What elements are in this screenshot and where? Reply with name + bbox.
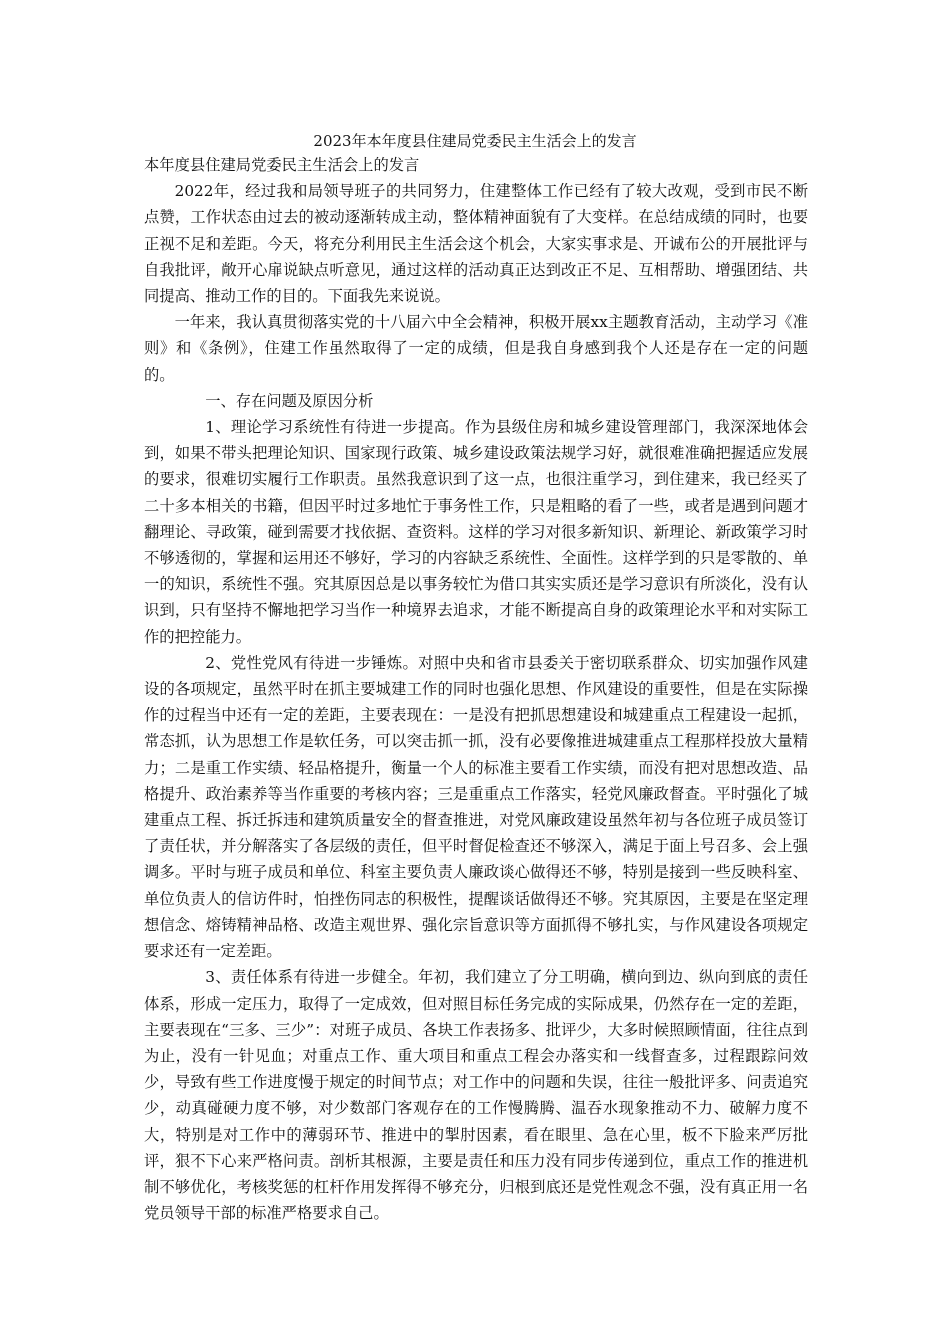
document-title: 2023年本年度县住建局党委民主生活会上的发言 [313,132,637,150]
section-heading: 一、存在问题及原因分析 [205,391,374,410]
summary-paragraph: 一年来，我认真贯彻落实党的十八届六中全会精神，积极开展xx主题教育活动，主动学习《准则》和《条例》，住建工作虽然取得了一定的成绩，但是我自身感到我个人还是存在一定的问题的。 [144,313,808,384]
intro-paragraph: 2022年，经过我和局领导班子的共同努力，住建整体工作已经有了较大改观，受到市民不断点赞，工作状态由过去的被动逐渐转成主动，整体精神面貌有了大变样。在总结成绩的同时，也要正视不足和差距。今天，将充分利用民主生活会这个机会，大家实事求是、开诚布公的开展批评与自我批评，敞开心扉说缺点听意见，通过这样的活动真正达到改正不足、互相帮助、增强团结、共同提高、推动工作的目的。下面我先来说说。 [144,182,808,306]
item-paragraph-3: 3、责任体系有待进一步健全。年初，我们建立了分工明确，横向到边、纵向到底的责任体系，形成一定压力，取得了一定成效，但对照目标任务完成的实际成果，仍然存在一定的差距，主要表现在“三多、三少”：对班子成员、各块工作表扬多、批评少，大多时候照顾情面，往往点到为止，没有一针见血；对重点工作、重大项目和重点工程会办落实和一线督查多，过程跟踪问效少，导致有些工作进度慢于规定的时间节点；对工作中的问题和失误，往往一般批评多、问责追究少，动真碰硬力度不够，对少数部门客观存在的工作慢腾腾、温吞水现象推动不力、破解力度不大，特别是对工作中的薄弱环节、推进中的掣肘因素，看在眼里、急在心里，板不下脸来严厉批评，狠不下心来严格问责。剖析其根源，主要是责任和压力没有同步传递到位，重点工作的推进机制不够优化，考核奖惩的杠杆作用发挥得不够充分，归根到底还是党性观念不强，没有真正用一名党员领导干部的标准严格要求自己。 [144,968,808,1223]
item-paragraph-2: 2、党性党风有待进一步锤炼。对照中央和省市县委关于密切联系群众、切实加强作风建设的各项规定，虽然平时在抓主要城建工作的同时也强化思想、作风建设的重要性，但是在实际操作的过程当中还有一定的差距，主要表现在：一是没有把抓思想建设和城建重点工程建设一起抓，常态抓，认为思想工作是软任务，可以突击抓一抓，没有必要像推进城建重点工程那样投放大量精力；二是重工作实绩、轻品格提升，衡量一个人的标准主要看工作实绩，而没有把对思想改造、品格提升、政治素养等当作重要的考核内容；三是重重点工作落实，轻党风廉政督查。平时强化了城建重点工程、拆迁拆违和建筑质量安全的督查推进，对党风廉政建设虽然年初与各位班子成员签订了责任状，并分解落实了各层级的责任，但平时督促检查还不够深入，满足于面上号召多、会上强调多。平时与班子成员和单位、科室主要负责人廉政谈心做得还不够，特别是接到一些反映科室、单位负责人的信访件时，怕挫伤同志的积极性，提醒谈话做得还不够。究其原因，主要是在坚定理想信念、熔铸精神品格、改造主观世界、强化宗旨意识等方面抓得不够扎实，与作风建设各项规定要求还有一定差距。 [144,653,808,961]
document-body [144,152,808,1226]
document-subtitle: 本年度县住建局党委民主生活会上的发言 [144,156,420,174]
item-paragraph-1: 1、理论学习系统性有待进一步提高。作为县级住房和城乡建设管理部门，我深深地体会到，如果不带头把理论知识、国家现行政策、城乡建设政策法规学习好，就很难准确把握适应发展的要求，很难切实履行工作职责。虽然我意识到了这一点，也很注重学习，到住建来，我已经买了二十多本相关的书籍，但因平时过多地忙于事务性工作，只是粗略的看了一些，或者是遇到问题才翻理论、寻政策，碰到需要才找依据、查资料。这样的学习对很多新知识、新理论、新政策学习时不够透彻的，掌握和运用还不够好，学习的内容缺乏系统性、全面性。这样学到的只是零散的、单一的知识，系统性不强。究其原因总是以事务较忙为借口其实实质还是学习意识有所淡化，没有认识到，只有坚持不懈地把学习当作一种境界去追求，才能不断提高自身的政策理论水平和对实际工作的把控能力。 [144,418,808,646]
